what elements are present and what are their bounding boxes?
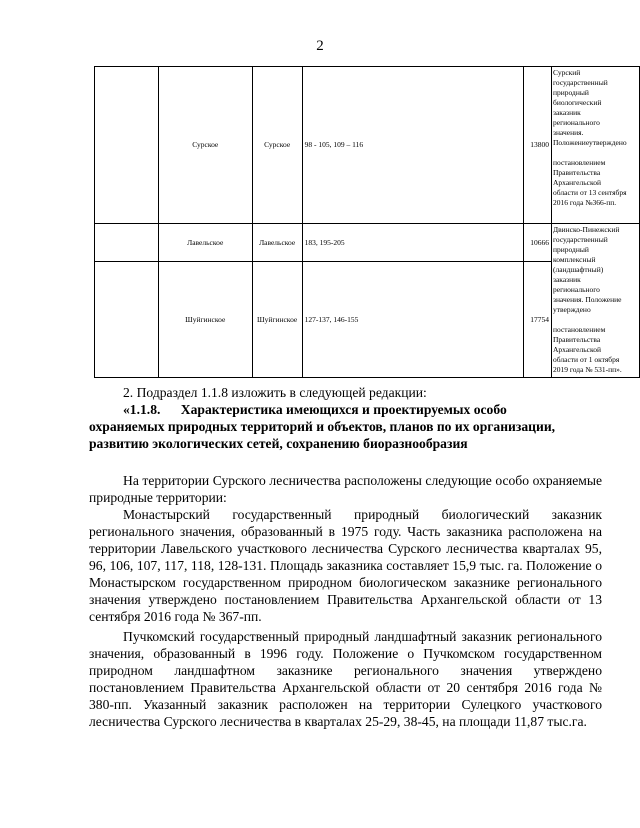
- intro-paragraph: На территории Сурского лесничества расположены следующие особо охраняемые природные территории:: [89, 473, 602, 505]
- table-cell-forestry: Лавельское: [158, 224, 252, 262]
- table-cell-empty: [95, 262, 159, 378]
- forest-table: [94, 66, 640, 378]
- table-row: [95, 67, 640, 224]
- document-body: [89, 384, 602, 730]
- table-cell-quarters: 127-137, 146-155: [302, 262, 523, 378]
- table-cell-district: Сурское: [252, 67, 302, 224]
- section-heading-line: охраняемых природных территорий и объектов, планов по их организации,: [89, 419, 556, 434]
- table-cell-forestry: Сурское: [158, 67, 252, 224]
- puchkomsky-paragraph: Пучкомский государственный природный ландшафтный заказник регионального значения, образованный в 1996 году. Положение о Пучкомском государственном природном ландшафтном заказнике регионального значения утверждено постановлением Правительства Архангельской области от 20 сентября 2016 года № 380-пп. Указанный заказник расположен на территории Сулецкого участкового лесничества Сурского лесничества в кварталах 25-29, 38-45, на площади 11,87 тыс.га.: [89, 629, 602, 729]
- page-number: 2: [316, 38, 324, 54]
- table-row: [95, 224, 640, 262]
- table-cell-note: Двинско-Пинежский государственный природный комплексный (ландшафтный) заказник регионального значения. Положение утверждено постановлением Правительства Архангельской области от 1 октября 2019 года № 531-пп».: [552, 224, 640, 378]
- table-cell-area: 17754: [524, 262, 552, 378]
- monastyrsky-paragraph: Монастырский государственный природный биологический заказник регионального значения, образованный в 1975 году. Часть заказника расположена на территории Лавельского участкового лесничества Сурского лесничества кварталах 95, 96, 106, 107, 117, 118, 128-131. Площадь заказника составляет 15,9 тыс. га. Положение о Монастырском государственном природном биологическом заказнике регионального значения утверждено постановлением Правительства Архангельской области от 13 сентября 2016 года № 367-пп.: [89, 507, 602, 624]
- spacer: [89, 452, 602, 469]
- table-cell-empty: [95, 67, 159, 224]
- section-heading-line: «1.1.8. Характеристика имеющихся и проектируемых особо: [123, 402, 507, 417]
- table-cell-quarters: 98 - 105, 109 – 116: [302, 67, 523, 224]
- table-cell-district: Лавельское: [252, 224, 302, 262]
- section-heading-line: развитию экологических сетей, сохранению биоразнообразия: [89, 436, 468, 451]
- amendment-paragraph: 2. Подраздел 1.1.8 изложить в следующей редакции:: [123, 385, 427, 400]
- table-cell-forestry: Шуйгинское: [158, 262, 252, 378]
- table-cell-area: 10666: [524, 224, 552, 262]
- table-cell-note: Сурский государственный природный биологический заказник регионального значения. Положениеутверждено постановлением Правительства Архангельской области от 13 сентября 2016 года №366-пп.: [552, 67, 640, 224]
- table-cell-quarters: 183, 195-205: [302, 224, 523, 262]
- table-cell-district: Шуйгинское: [252, 262, 302, 378]
- table-cell-area: 13800: [524, 67, 552, 224]
- table-cell-empty: [95, 224, 159, 262]
- section-heading: [89, 401, 602, 452]
